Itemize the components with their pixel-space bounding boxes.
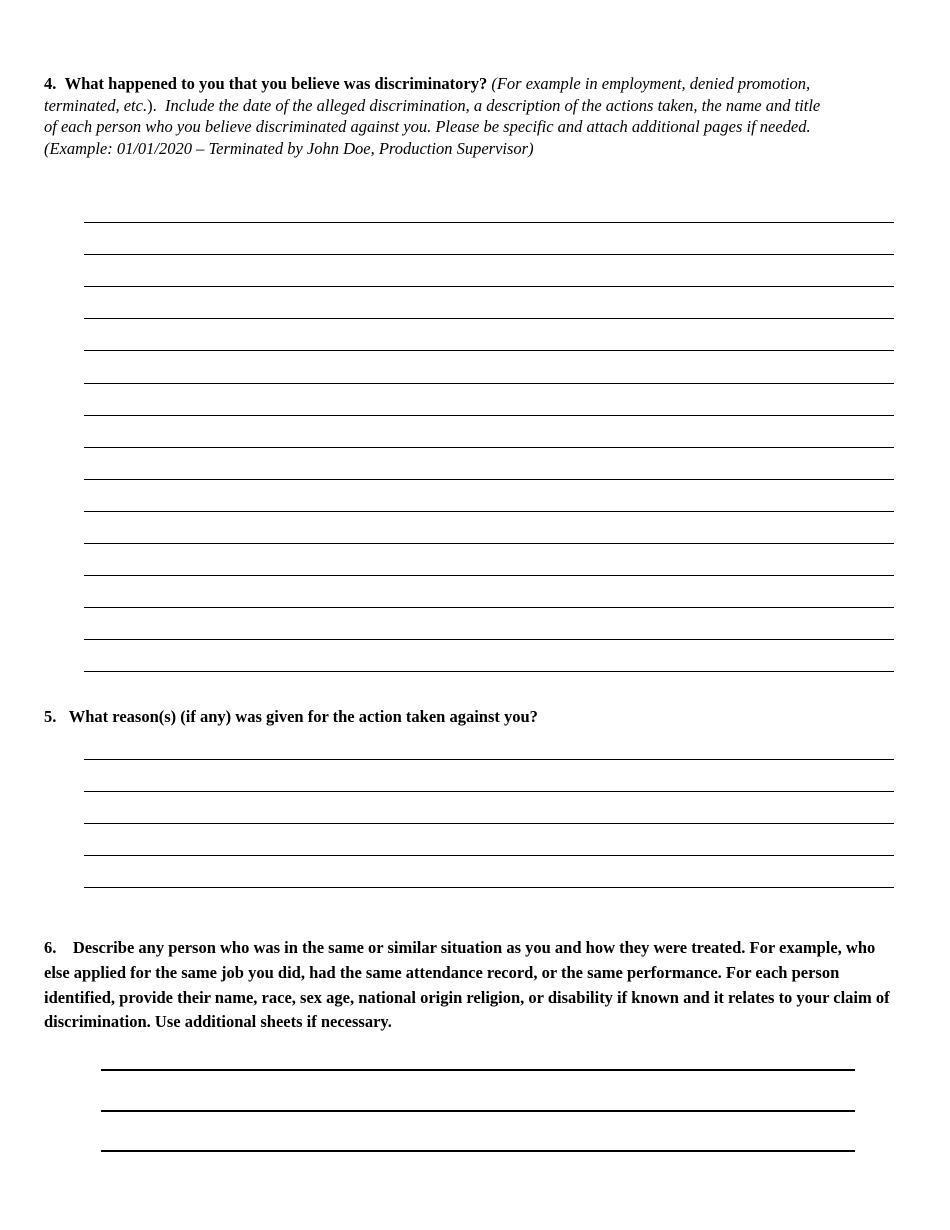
answer-line[interactable] (84, 543, 894, 544)
question-4-instructions-close: ). (147, 95, 157, 115)
answer-line[interactable] (84, 887, 894, 888)
answer-line[interactable] (101, 1069, 855, 1071)
answer-line[interactable] (101, 1110, 855, 1112)
answer-line[interactable] (84, 511, 894, 512)
answer-line[interactable] (84, 318, 894, 319)
answer-line[interactable] (84, 479, 894, 480)
answer-line[interactable] (84, 639, 894, 640)
answer-line[interactable] (84, 671, 894, 672)
question-5-heading: What reason(s) (if any) was given for the action taken against you? (68, 707, 538, 726)
answer-line[interactable] (84, 855, 894, 856)
question-4-instructions: Include the date of the alleged discrimination, a description of the actions taken, the name and title of each person who you believe discriminated against you. Please be specific and attach additional pages if needed. (Example: 01/01/2020 – Terminated by John Doe, Production Supervisor) (44, 95, 821, 159)
question-5-number: 5. (44, 707, 57, 726)
answer-line[interactable] (101, 1150, 855, 1152)
answer-line[interactable] (84, 759, 894, 760)
answer-line[interactable] (84, 222, 894, 223)
answer-line[interactable] (84, 254, 894, 255)
answer-line[interactable] (84, 286, 894, 287)
answer-line[interactable] (84, 415, 894, 416)
question-6-number: 6. (44, 938, 57, 957)
question-5 (44, 706, 844, 728)
answer-line[interactable] (84, 383, 894, 384)
question-4-instructions-open: (For example in employment, denied promotion, terminated, etc. (44, 74, 811, 115)
answer-line[interactable] (84, 791, 894, 792)
question-4-heading: What happened to you that you believe was discriminatory? (64, 74, 488, 93)
answer-line[interactable] (84, 823, 894, 824)
question-6-text: Describe any person who was in the same or similar situation as you and how they were treated. For example, who else applied for the same job you did, had the same attendance record, or the same performance. For each person identified, provide their name, race, sex age, national origin religion, or disability if known and it relates to your claim of discrimination. Use additional sheets if necessary. (44, 938, 890, 1032)
question-4 (44, 73, 834, 160)
answer-line[interactable] (84, 607, 894, 608)
answer-line[interactable] (84, 575, 894, 576)
answer-line[interactable] (84, 350, 894, 351)
question-4-number: 4. (44, 74, 57, 93)
answer-line[interactable] (84, 447, 894, 448)
question-6 (44, 936, 894, 1035)
